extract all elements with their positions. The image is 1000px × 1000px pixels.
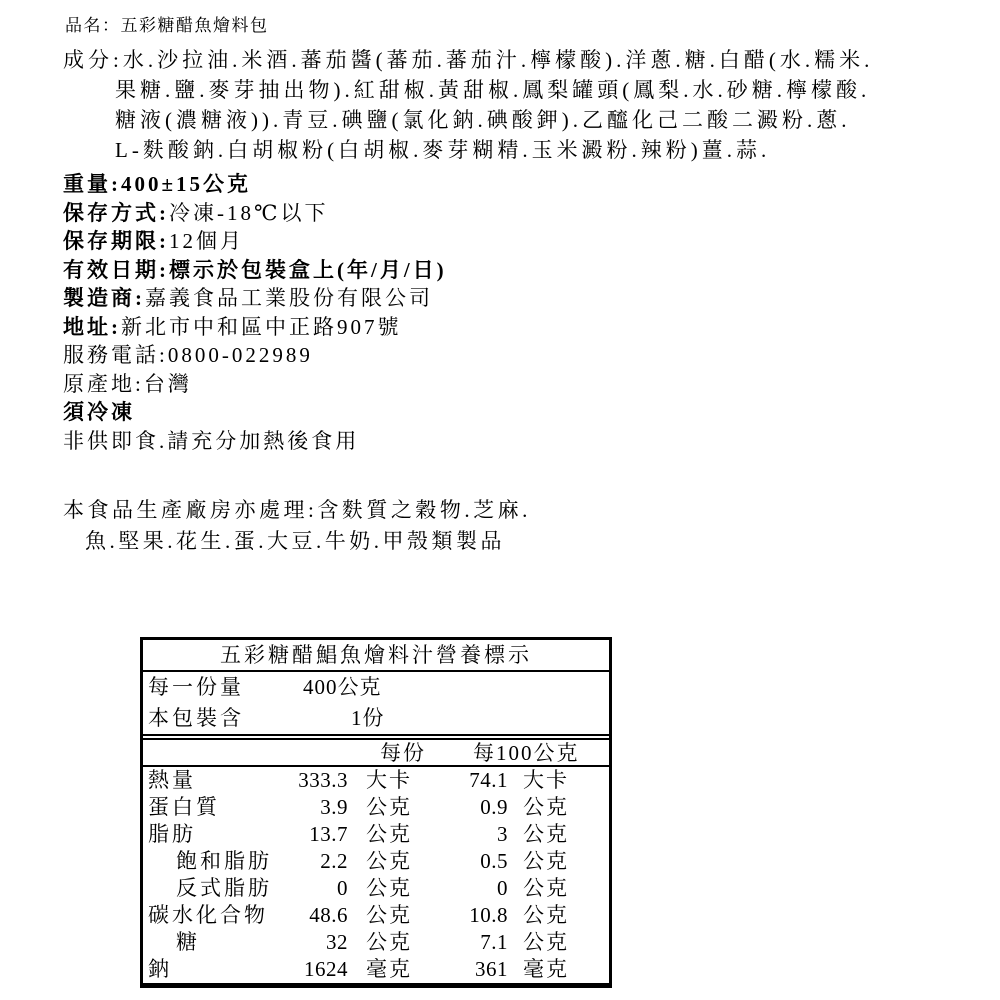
ingredients-line-4: L-麩酸鈉.白胡椒粉(白胡椒.麥芽糊精.玉米澱粉.辣粉)薑.蒜. [115, 138, 771, 162]
per-100g-value: 0.9 [480, 795, 508, 819]
servings-per-pack-row [143, 703, 609, 734]
per-serving-unit: 公克 [366, 903, 412, 927]
shelf-life-label: 保存期限: [63, 229, 169, 253]
per-100g-value: 3 [497, 822, 508, 846]
per-serving-unit: 公克 [366, 930, 412, 954]
allergen-line-1: 本食品生產廠房亦處理:含麩質之穀物.芝麻. [63, 498, 531, 522]
detail-row-shelf-life [63, 227, 1000, 256]
serving-info-block [143, 672, 609, 736]
per-100g-value: 7.1 [480, 930, 508, 954]
per-serving-value: 13.7 [309, 822, 348, 846]
nutrition-row-carbohydrate [143, 902, 609, 929]
weight-label: 重量: [63, 172, 121, 196]
serving-size-row [143, 672, 609, 703]
per-serving-value: 48.6 [309, 903, 348, 927]
origin-value: 台灣 [143, 371, 192, 396]
keep-frozen-notice: 須冷凍 [63, 400, 135, 424]
nutrition-row-sugar [143, 929, 609, 956]
expiry-date-value: 標示於包裝盒上(年/月/日) [169, 257, 447, 282]
service-phone-value: 0800-022989 [167, 343, 313, 367]
per-100g-value: 0.5 [480, 849, 508, 873]
product-name-label: 品名： [65, 16, 121, 35]
product-name-value: 五彩糖醋魚燴料包 [120, 16, 269, 35]
ingredients-line-2: 果糖.鹽.麥芽抽出物).紅甜椒.黃甜椒.鳳梨罐頭(鳳梨.水.砂糖.檸檬酸. [115, 78, 871, 102]
per-serving-unit: 公克 [366, 822, 412, 846]
nutrient-name: 鈉 [148, 957, 172, 981]
nutrient-name: 飽和脂肪 [176, 849, 272, 873]
product-name-line [65, 0, 1000, 37]
nutrition-table [140, 637, 612, 988]
nutrition-row-calories [143, 767, 609, 794]
expiry-date-label: 有效日期: [63, 257, 169, 282]
detail-row-manufacturer [63, 284, 1000, 313]
per-100g-unit: 公克 [523, 795, 569, 819]
nutrient-name: 碳水化合物 [148, 903, 268, 927]
per-serving-unit: 公克 [366, 849, 412, 873]
nutrition-column-header-row [143, 740, 609, 767]
per-100g-value: 0 [497, 876, 508, 900]
weight-value: 400±15公克 [121, 172, 252, 196]
nutrient-name: 蛋白質 [148, 795, 220, 819]
per-100g-unit: 公克 [523, 876, 569, 900]
storage-method-value: 冷凍-18℃以下 [169, 200, 329, 225]
servings-per-pack-label: 本包裝含 [148, 706, 244, 730]
per-serving-column-header: 每份 [380, 741, 426, 765]
per-serving-value: 0 [337, 876, 348, 900]
detail-row-service-phone [63, 341, 1000, 370]
per-serving-unit: 毫克 [366, 957, 412, 981]
per-serving-value: 333.3 [298, 768, 348, 792]
serving-size-value: 400公克 [303, 675, 382, 699]
per-100g-value: 74.1 [469, 768, 508, 792]
ingredients-text-1: 水.沙拉油.米酒.蕃茄醬(蕃茄.蕃茄汁.檸檬酸).洋蔥.糖.白醋(水.糯米. [122, 48, 874, 72]
address-label: 地址: [63, 314, 121, 339]
nutrition-row-saturated-fat [143, 848, 609, 875]
allergen-line-2: 魚.堅果.花生.蛋.大豆.牛奶.甲殼類製品 [85, 529, 505, 553]
per-serving-value: 1624 [304, 957, 348, 981]
per-100g-unit: 公克 [523, 822, 569, 846]
ingredients-line-3: 糖液(濃糖液)).青豆.碘鹽(氯化鈉.碘酸鉀).乙醯化己二酸二澱粉.蔥. [115, 108, 851, 132]
per-100g-unit: 公克 [523, 849, 569, 873]
nutrient-name: 糖 [176, 930, 200, 954]
nutrition-row-trans-fat [143, 875, 609, 902]
detail-row-expiry-date [63, 256, 1000, 285]
detail-row-origin [63, 370, 1000, 399]
per-100g-value: 361 [475, 957, 508, 981]
per-100g-value: 10.8 [469, 903, 508, 927]
nutrient-name: 熱量 [148, 768, 196, 792]
nutrition-row-protein [143, 794, 609, 821]
storage-method-label: 保存方式: [63, 200, 169, 225]
nutrient-name: 反式脂肪 [176, 876, 272, 900]
service-phone-label: 服務電話: [63, 343, 168, 367]
origin-label: 原產地: [63, 371, 144, 396]
detail-row-weight [63, 170, 1000, 199]
per-100g-unit: 公克 [523, 930, 569, 954]
per-100g-unit: 毫克 [523, 957, 569, 981]
nutrition-row-fat [143, 821, 609, 848]
heating-notice: 非供即食.請充分加熱後食用 [63, 428, 360, 453]
per-100g-unit: 大卡 [523, 768, 569, 792]
nutrition-row-sodium [143, 956, 609, 983]
servings-per-pack-value: 1份 [351, 706, 385, 730]
per-serving-value: 3.9 [320, 795, 348, 819]
per-serving-value: 32 [326, 930, 348, 954]
address-value: 新北市中和區中正路907號 [121, 314, 402, 339]
detail-row-storage-method [63, 199, 1000, 228]
ingredients-line-1 [63, 45, 1000, 75]
nutrient-name: 脂肪 [148, 822, 196, 846]
per-serving-value: 2.2 [320, 849, 348, 873]
per-100g-unit: 公克 [523, 903, 569, 927]
detail-row-address [63, 313, 1000, 342]
per-serving-unit: 公克 [366, 795, 412, 819]
details-section [0, 170, 1000, 398]
ingredients-label: 成分: [63, 48, 123, 72]
manufacturer-label: 製造商: [63, 286, 145, 310]
nutrition-table-title: 五彩糖醋鯧魚燴料汁營養標示 [143, 640, 609, 672]
serving-size-label: 每一份量 [148, 675, 244, 699]
per-100g-column-header: 每100公克 [473, 741, 580, 765]
shelf-life-value: 12個月 [169, 229, 244, 253]
per-serving-unit: 公克 [366, 876, 412, 900]
manufacturer-value: 嘉義食品工業股份有限公司 [145, 286, 433, 310]
per-serving-unit: 大卡 [366, 768, 412, 792]
